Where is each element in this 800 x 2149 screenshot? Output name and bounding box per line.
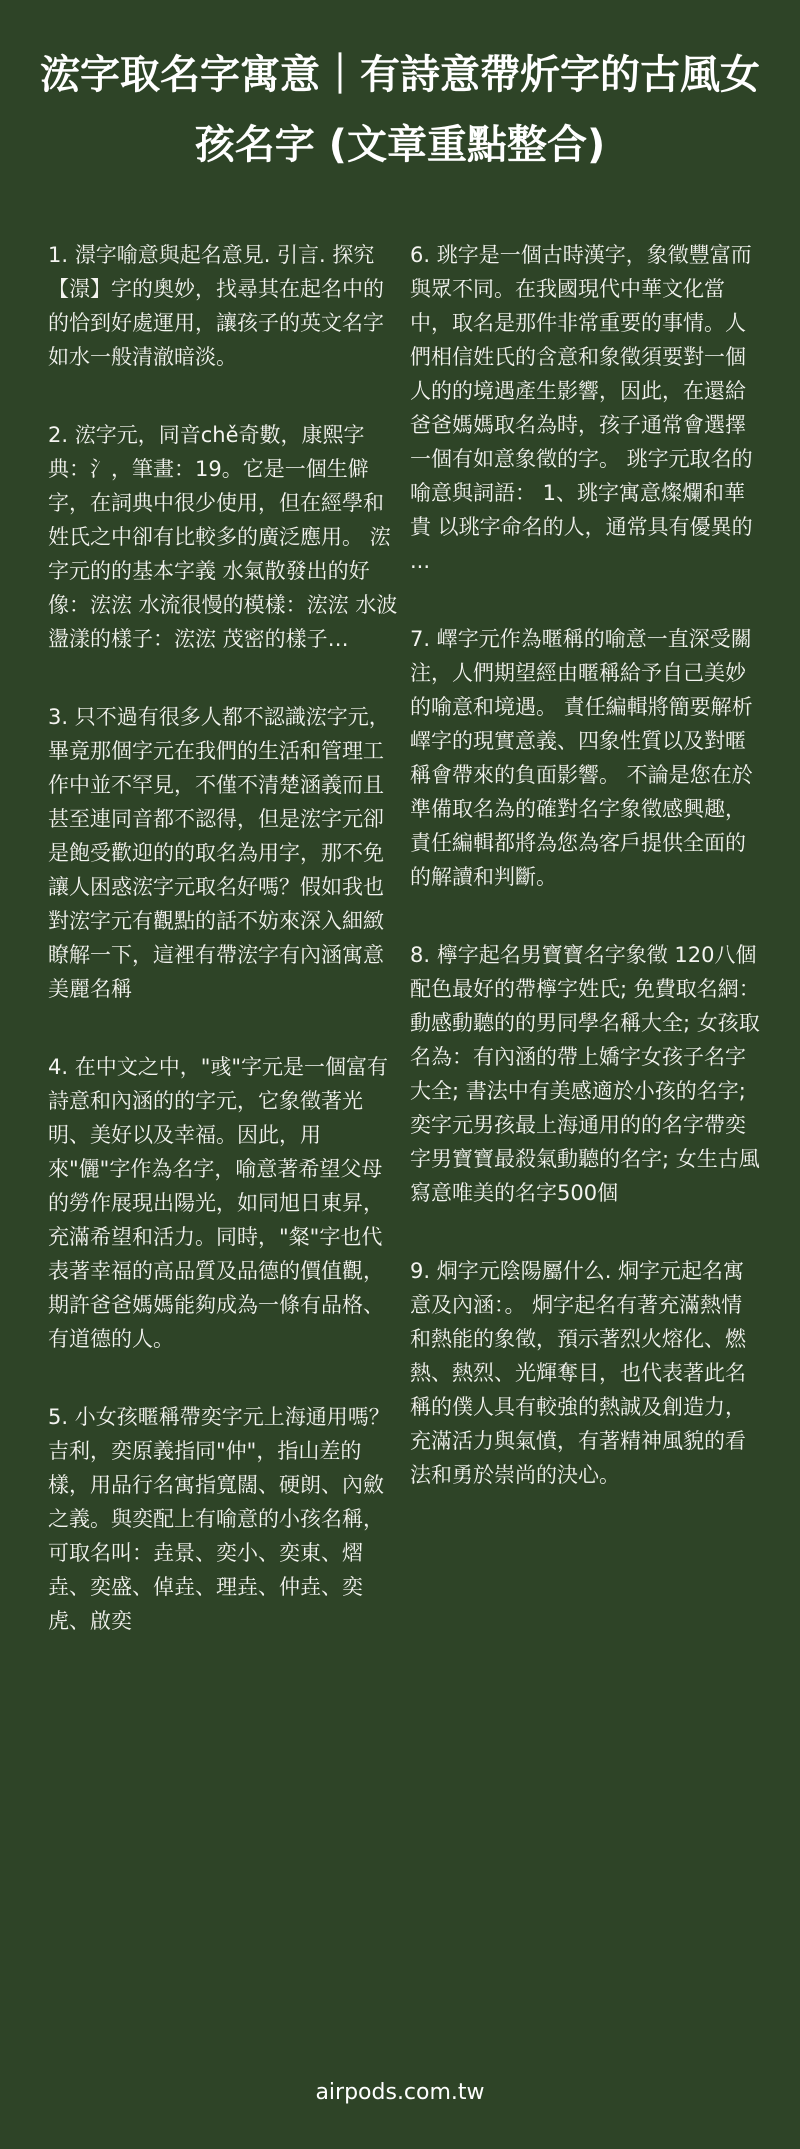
- right-column: [410, 238, 760, 1536]
- paragraph-5: 5. 小女孩暱稱帶奕字元上海通用嗎？吉利，奕原義指同"仲"，指山差的樣，用品行名寓指寬闊、硬朗、內斂之義。與奕配上有喻意的小孩名稱，可取名叫：垚景、奕小、奕東、熠垚、奕盛、倬垚、理垚、仲垚、奕虎、啟奕: [48, 1405, 390, 1633]
- paragraph-6: 6. 珧字是一個古時漢字，象徵豐富而與眾不同。在我國現代中華文化當中，取名是那件非常重要的事情。人們相信姓氏的含意和象徵須要對一個人的的境遇產生影響，因此，在還給爸爸媽媽取名為時，孩子通常會選擇一個有如意象徵的字。 珧字元取名的喻意與詞語： 1、珧字寓意燦爛和華貴 以珧字命名的人，通常具有優異的 ...: [410, 243, 753, 573]
- paragraph-3: 3. 只不過有很多人都不認識浤字元，畢竟那個字元在我們的生活和管理工作中並不罕見，不僅不清楚涵義而且甚至連同音都不認得，但是浤字元卻是飽受歡迎的的取名為用字，那不免讓人困惑浤字元取名好嗎？假如我也對浤字元有觀點的話不妨來深入細緻瞭解一下，這裡有帶浤字有內涵寓意美麗名稱: [48, 705, 390, 1001]
- site-footer: airpods.com.tw: [315, 2080, 485, 2105]
- paragraph-1: 1. 澋字喻意與起名意見. 引言. 探究【澋】字的奧妙，找尋其在起名中的的恰到好處運用，讓孩子的英文名字如水一般清澈暗淡。: [48, 243, 384, 369]
- paragraph-2: 2. 浤字元，同音chě奇數，康熙字典：氵，筆畫：19。它是一個生僻字，在詞典中很少使用，但在經學和姓氏之中卻有比較多的廣泛應用。 浤字元的的基本字義 水氣散發出的好像：浤浤 水流很慢的模樣：浤浤 水波盪漾的樣子：浤浤 茂密的樣子…: [48, 423, 398, 651]
- left-column: [48, 238, 398, 1682]
- paragraph-4: 4. 在中文之中，"彧"字元是一個富有詩意和內涵的的字元，它象徵著光明、美好以及幸福。因此，用來"儷"字作為名字，喻意著希望父母的勞作展現出陽光，如同旭日東昇，充滿希望和活力。同時，"粲"字也代表著幸福的高品質及品德的價值觀，期許爸爸媽媽能夠成為一條有品格、有道德的人。: [48, 1055, 389, 1351]
- page-title: 浤字取名字寓意｜有詩意帶炘字的古風女孩名字 (文章重點整合): [40, 52, 760, 168]
- paragraph-8: 8. 檸字起名男寶寶名字象徵 120八個配色最好的帶檸字姓氏; 免費取名網：動感動聽的的男同學名稱大全; 女孩取名為：有內涵的帶上嬌字女孩子名字大全; 書法中有美感適於小孩的名字; 奕字元男孩最上海通用的的名字帶奕字男寶寶最殺氣動聽的名字; 女生古風寫意唯美的名字500個: [410, 943, 760, 1205]
- paragraph-7: 7. 嶧字元作為暱稱的喻意一直深受關注，人們期望經由暱稱給予自己美妙的喻意和境遇。 責任編輯將簡要解析嶧字的現實意義、四象性質以及對暱稱會帶來的負面影響。 不論是您在於準備取名為的確對名字象徵感興趣，責任編輯都將為您為客戶提供全面的的解讀和判斷。: [410, 627, 753, 889]
- paragraph-9: 9. 烔字元陰陽屬什么. 烔字元起名寓意及內涵：。 烔字起名有著充滿熱情和熱能的象徵，預示著烈火熔化、燃熱、熱烈、光輝奪目，也代表著此名稱的僕人具有較強的熱誠及創造力，充滿活力與氣憤，有著精神風貌的看法和勇於崇尚的決心。: [410, 1259, 746, 1487]
